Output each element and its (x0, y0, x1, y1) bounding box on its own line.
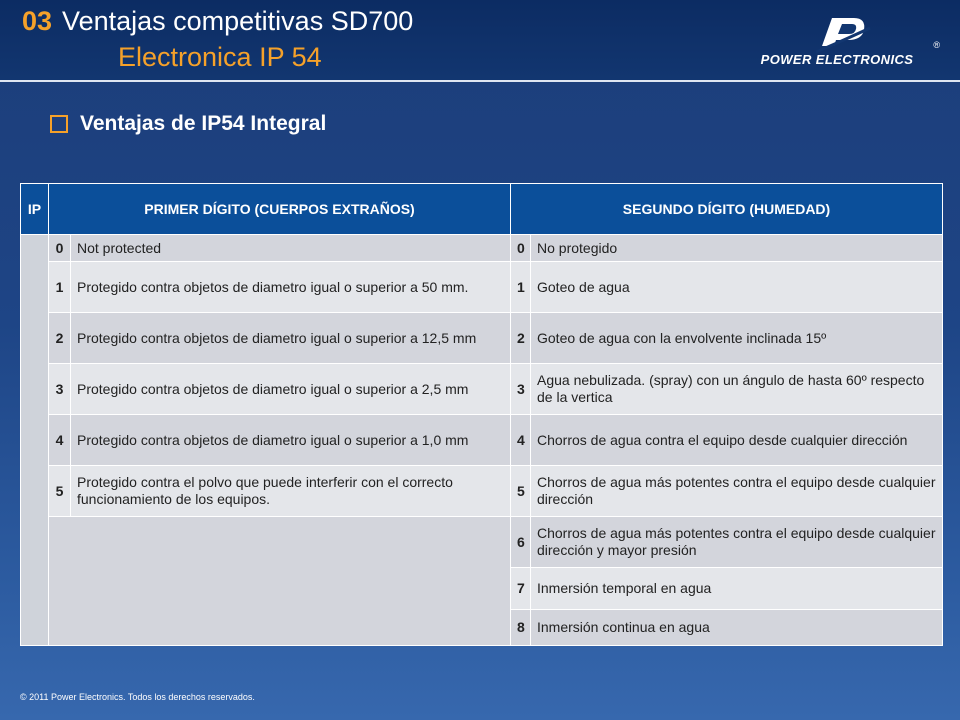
table-row (21, 517, 943, 568)
second-digit-description: No protegido (531, 235, 943, 262)
second-digit-number: 5 (511, 466, 531, 517)
registered-mark: ® (933, 40, 940, 50)
first-digit-number: 3 (49, 364, 71, 415)
first-digit-number: 4 (49, 415, 71, 466)
second-digit-description: Inmersión continua en agua (531, 610, 943, 646)
first-digit-description: Protegido contra objetos de diametro igual o superior a 12,5 mm (71, 313, 511, 364)
header-second-digit: SEGUNDO DÍGITO (HUMEDAD) (511, 184, 943, 235)
second-digit-number: 8 (511, 610, 531, 646)
second-digit-description: Inmersión temporal en agua (531, 568, 943, 610)
first-digit-number: 2 (49, 313, 71, 364)
second-digit-number: 1 (511, 262, 531, 313)
power-electronics-logo (742, 10, 942, 72)
second-digit-number: 3 (511, 364, 531, 415)
logo-text: POWER ELECTRONICS (760, 52, 914, 67)
section-heading-text: Ventajas de IP54 Integral (80, 112, 327, 135)
logo-mark-icon (742, 10, 942, 54)
first-digit-description: Protegido contra objetos de diametro igual o superior a 1,0 mm (71, 415, 511, 466)
section-number: 03 (22, 6, 53, 36)
table-header-row (21, 184, 943, 235)
checkbox-bullet-icon (50, 115, 68, 133)
header-ip: IP (21, 184, 49, 235)
second-digit-number: 7 (511, 568, 531, 610)
table-row (21, 415, 943, 466)
table-row (21, 262, 943, 313)
copyright-notice: © 2011 Power Electronics. Todos los derechos reservados. (20, 692, 255, 702)
first-digit-number: 1 (49, 262, 71, 313)
second-digit-description: Chorros de agua más potentes contra el equipo desde cualquier dirección (531, 466, 943, 517)
slide-title (22, 6, 413, 36)
header-first-digit: PRIMER DÍGITO (CUERPOS EXTRAÑOS) (49, 184, 511, 235)
first-digit-description: Protegido contra el polvo que puede interferir con el correcto funcionamiento de los equipos. (71, 466, 511, 517)
second-digit-number: 0 (511, 235, 531, 262)
second-digit-number: 6 (511, 517, 531, 568)
second-digit-description: Goteo de agua con la envolvente inclinada 15º (531, 313, 943, 364)
empty-first-digit-area (49, 517, 511, 646)
section-heading (50, 112, 326, 136)
first-digit-description: Protegido contra objetos de diametro igual o superior a 50 mm. (71, 262, 511, 313)
second-digit-description: Goteo de agua (531, 262, 943, 313)
first-digit-number: 0 (49, 235, 71, 262)
second-digit-description: Agua nebulizada. (spray) con un ángulo de hasta 60º respecto de la vertica (531, 364, 943, 415)
ip-column-cell (21, 235, 49, 646)
first-digit-description: Not protected (71, 235, 511, 262)
title-text: Ventajas competitivas SD700 (62, 6, 414, 36)
first-digit-description: Protegido contra objetos de diametro igual o superior a 2,5 mm (71, 364, 511, 415)
ip-rating-table (20, 183, 943, 646)
table-row (21, 235, 943, 262)
table-row (21, 466, 943, 517)
header-bar (0, 0, 960, 82)
second-digit-description: Chorros de agua más potentes contra el equipo desde cualquier dirección y mayor presión (531, 517, 943, 568)
first-digit-number: 5 (49, 466, 71, 517)
slide-subtitle: Electronica IP 54 (118, 42, 322, 72)
second-digit-description: Chorros de agua contra el equipo desde cualquier dirección (531, 415, 943, 466)
table-row (21, 364, 943, 415)
second-digit-number: 4 (511, 415, 531, 466)
second-digit-number: 2 (511, 313, 531, 364)
table-row (21, 313, 943, 364)
